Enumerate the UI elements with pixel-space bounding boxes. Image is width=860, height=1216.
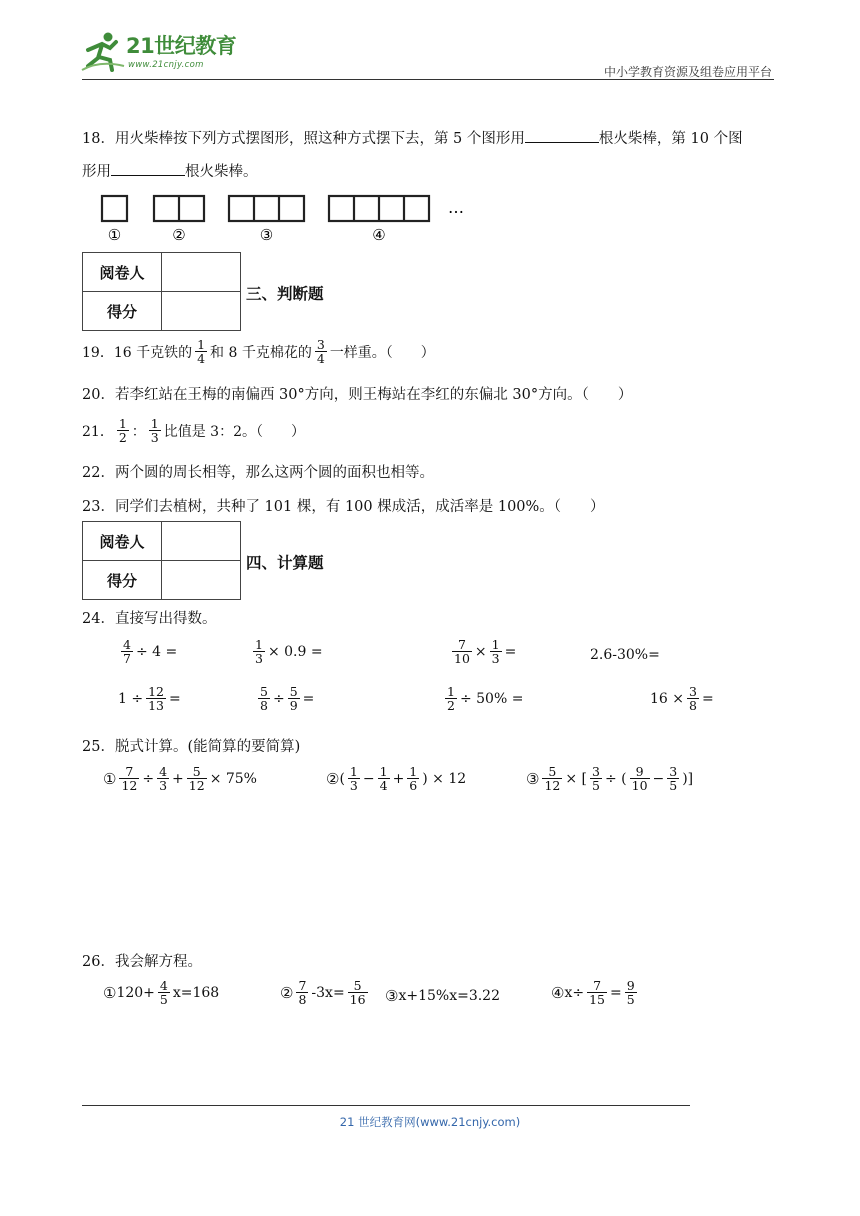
q26-part-1: ① 120+ $\frac{4}{5}$ x=168 — [103, 978, 220, 1007]
q26-part-4: ④ x÷ $\frac{7}{15}$ = $\frac{9}{5}$ — [551, 978, 635, 1007]
matchstick-figure-3 — [229, 196, 304, 243]
q26-title: 26．我会解方程。 — [82, 954, 202, 970]
q18-text-b: 根火柴棒，第 10 个图 — [598, 131, 743, 147]
score-cell — [162, 292, 241, 331]
q24-expr-8: 16 × $\frac{3}{8}$ = — [650, 684, 714, 713]
site-logo — [80, 30, 250, 76]
q26-part-3: ③ x+15%x=3.22 — [385, 987, 500, 1005]
q21 — [82, 417, 305, 444]
q26-part-2: ② $\frac{7}{8}$ -3x= $\frac{5}{16}$ — [280, 978, 366, 1007]
ellipsis: … — [448, 198, 464, 217]
header-divider — [82, 79, 774, 80]
score-table-3 — [82, 252, 241, 331]
q21-frac-1: $\frac{1}{2}$ — [118, 416, 127, 445]
footer-text: 21 世纪教育网(www.21cnjy.com) — [339, 1115, 521, 1129]
q21-text-a: 21． — [82, 423, 114, 440]
footer-divider — [82, 1105, 690, 1106]
logo-text: 21世纪教育 — [126, 34, 237, 58]
header-platform-text: 中小学教育资源及组卷应用平台 — [603, 65, 772, 79]
q18-line2 — [82, 160, 258, 181]
matchstick-figure-label: ① — [107, 226, 122, 243]
q24-expr-1: $\frac{4}{7}$ ÷ 4 = — [123, 637, 178, 666]
q22: 22．两个圆的周长相等，那么这两个圆的面积也相等。 — [82, 465, 434, 481]
q18-text-d: 根火柴棒。 — [185, 164, 258, 180]
score-label: 得分 — [83, 561, 162, 600]
q19-text-b: 和 8 千克棉花的 — [210, 344, 312, 361]
q21-colon: ： — [131, 423, 146, 440]
q18-text-a: 18．用火柴棒按下列方式摆图形，照这种方式摆下去，第 5 个图形用 — [82, 131, 525, 147]
q21-frac-2: $\frac{1}{3}$ — [150, 416, 159, 445]
q25-part-1: ① $\frac{7}{12}$ ÷ $\frac{4}{3}$ + $\frac{5}{12}$ × 75% — [103, 764, 257, 793]
reviewer-cell — [162, 253, 241, 292]
q19-frac-2: $\frac{3}{4}$ — [316, 337, 325, 366]
logo-url: www.21cnjy.com — [128, 60, 204, 70]
q19-text-a: 19．16 千克铁的 — [82, 344, 193, 361]
q20: 20．若李红站在王梅的南偏西 30°方向，则王梅站在李红的东偏北 30°方向。（ ） — [82, 387, 633, 403]
runner-icon — [80, 30, 126, 72]
q24-expr-4: 2.6-30%= — [590, 647, 660, 663]
q25-part-3: ③ $\frac{5}{12}$ × [ $\frac{3}{5}$ ÷ ( $\frac{9}{10}$ − $\frac{3}{5}$ )] — [526, 764, 694, 793]
q18-line1 — [82, 127, 743, 148]
reviewer-cell — [162, 522, 241, 561]
q24-expr-5: 1 ÷ $\frac{12}{13}$ = — [118, 684, 181, 713]
q23: 23．同学们去植树，共种了 101 棵，有 100 棵成活，成活率是 100%。（ ） — [82, 499, 605, 515]
q24-expr-2: $\frac{1}{3}$ × 0.9 = — [255, 637, 323, 666]
score-cell — [162, 561, 241, 600]
q19-frac-1: $\frac{1}{4}$ — [197, 337, 206, 366]
q21-text-b: 比值是 3：2。（ ） — [163, 423, 305, 440]
score-label: 得分 — [83, 292, 162, 331]
reviewer-label: 阅卷人 — [83, 522, 162, 561]
section-3-title: 三、判断题 — [246, 285, 324, 303]
reviewer-label: 阅卷人 — [83, 253, 162, 292]
q25-title: 25．脱式计算。(能简算的要简算) — [82, 739, 301, 755]
matchstick-figure-1 — [102, 196, 127, 243]
matchstick-figure — [98, 191, 468, 243]
matchstick-figure-2 — [154, 196, 204, 243]
matchstick-figure-label: ③ — [259, 226, 274, 243]
matchstick-figure-4 — [329, 196, 429, 243]
q24-expr-3: $\frac{7}{10}$ × $\frac{1}{3}$ = — [454, 637, 517, 666]
q19 — [82, 338, 435, 365]
q19-text-c: 一样重。（ ） — [329, 344, 435, 361]
q24-expr-6: $\frac{5}{8}$ ÷ $\frac{5}{9}$ = — [260, 684, 315, 713]
matchstick-figure-label: ④ — [372, 226, 386, 243]
section-4-title: 四、计算题 — [246, 554, 324, 572]
q24-title: 24．直接写出得数。 — [82, 611, 217, 627]
q18-blank-2 — [111, 161, 185, 176]
q24-expr-7: $\frac{1}{2}$ ÷ 50% = — [447, 684, 524, 713]
q18-blank-1 — [525, 128, 599, 143]
matchstick-figure-label: ② — [172, 226, 186, 243]
q25-part-2: ② ( $\frac{1}{3}$ − $\frac{1}{4}$ + $\frac{1}{6}$ ) × 12 — [326, 764, 467, 793]
score-table-4 — [82, 521, 241, 600]
q18-text-c: 形用 — [82, 164, 111, 180]
